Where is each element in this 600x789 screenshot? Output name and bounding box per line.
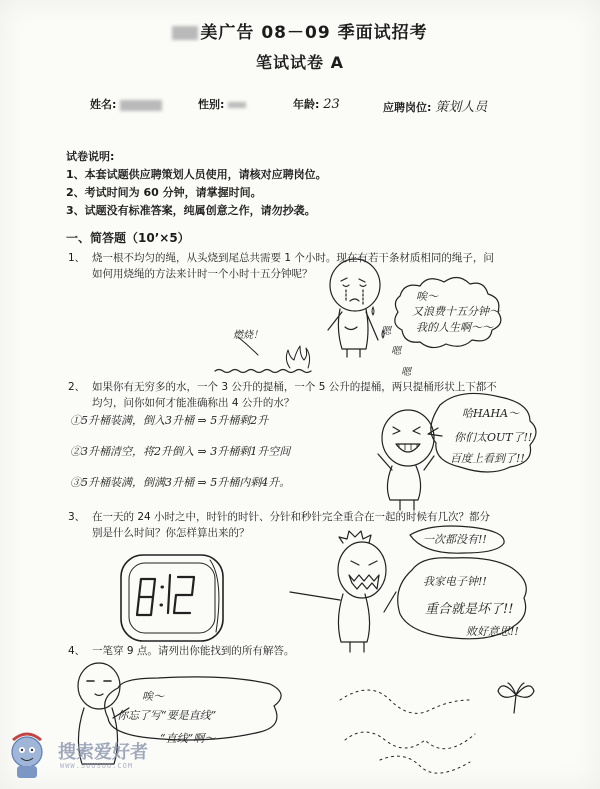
- age-value: 23: [323, 97, 340, 112]
- question-text: 如果你有无穷多的水，一个 3 公升的提桶，一个 5 公升的提桶，两只提桶形状上下都不: [92, 381, 497, 393]
- bubble-line: 败好意思!!: [466, 625, 519, 638]
- exam-subtitle: 笔试试卷 A: [256, 53, 344, 72]
- instructions-heading: 试卷说明:: [66, 150, 115, 163]
- watermark-logo: [3, 728, 57, 782]
- thought-bubble-q1: [395, 277, 501, 347]
- answer-step: ②3升桶清空，将2升倒入 ⇒ 3升桶剩1升空间: [70, 445, 291, 458]
- section-heading: 一、简答题（10’×5）: [66, 231, 190, 245]
- instruction-item: 3、试题没有标准答案，纯属创意之作，请勿抄袭。: [66, 204, 316, 217]
- question-number: 3、: [68, 511, 86, 523]
- position-label: 应聘岗位:: [383, 101, 432, 114]
- instruction-item: 1、本套试题供应聘策划人员使用，请核对应聘岗位。: [66, 168, 327, 181]
- speech-bubble-q3: [398, 558, 527, 639]
- tear-drops: [372, 307, 384, 338]
- bubble-line: 重合就是坏了!!: [425, 602, 514, 617]
- digital-clock: [121, 555, 223, 641]
- burning-rope: [215, 337, 311, 373]
- name-label: 姓名:: [90, 98, 117, 111]
- laughing-figure-q2: [378, 393, 536, 510]
- speech-bubble-q3-top: [410, 526, 504, 553]
- question-text: 均匀，问你如何才能准确称出 4 公升的水？: [92, 397, 295, 409]
- note-never: 一次都没有!!: [423, 533, 487, 546]
- angry-figure-q3: [290, 526, 526, 652]
- bubble-line: 唉～: [142, 690, 164, 703]
- question-number: 1、: [68, 252, 86, 264]
- answer-step: ③5升桶装满，倒满3升桶 ⇒ 5升桶内剩4升。: [70, 476, 291, 489]
- question-text: 烧一根不均匀的绳，从头烧到尾总共需要 1 个小时。现在有若干条材质相同的绳子，问: [92, 252, 494, 264]
- question-number: 4、: [68, 645, 86, 657]
- bubble-line: 又浪费十五分钟～: [412, 305, 500, 318]
- question-text: 别是什么时间？你怎样算出来的？: [92, 527, 250, 539]
- age-label: 年龄:: [293, 98, 320, 111]
- gender-label: 性别:: [198, 98, 225, 111]
- question-number: 2、: [68, 381, 86, 393]
- position-value: 策划人员: [435, 100, 488, 115]
- bubble-line: 你们太OUT了!!: [454, 431, 533, 444]
- watermark-url: WWW.SOUSUO.COM: [60, 762, 134, 770]
- bubble-line: 我家电子钟!!: [423, 575, 487, 588]
- sob-mark: 嗯: [391, 346, 401, 357]
- bubble-line: 你忘了写“要是直线”: [117, 709, 217, 722]
- sob-mark: 嗯: [381, 326, 391, 337]
- question-text: 一笔穿 9 点。请列出你能找到的所有解答。: [92, 645, 295, 657]
- bubble-line: 百度上看到了!!: [450, 452, 525, 465]
- doodle-flight-paths: [340, 690, 475, 773]
- instruction-item: 2、考试时间为 60 分钟，请掌握时间。: [66, 186, 262, 199]
- bubble-line: 唉～: [416, 290, 438, 303]
- bubble-line: 哈HAHA～: [462, 407, 520, 420]
- mascot-icon: [3, 728, 57, 782]
- butterfly-doodle: [498, 683, 534, 713]
- speech-bubble-q4: [105, 677, 281, 740]
- speech-bubble-q2: [431, 393, 536, 472]
- question-text: 在一天的 24 小时之中，时针的时针、分针和秒针完全重合在一起的时候有几次？都分: [92, 511, 491, 523]
- question-text: 如何用烧绳的方法来计时一个小时十五分钟呢？: [92, 268, 313, 280]
- note-burn: 燃烧！: [233, 330, 263, 341]
- exam-title-text: 美广告 08－09 季面试招考: [200, 23, 428, 43]
- watermark-text: 搜索爱好者: [58, 742, 148, 763]
- answer-step: ①5升桶装满，倒入3升桶 ⇒ 5升桶剩2升: [70, 414, 269, 427]
- bubble-line: “直线”啊～: [160, 732, 216, 745]
- bubble-line: 我的人生啊～～: [416, 321, 493, 334]
- sob-mark: 嗯: [401, 367, 411, 378]
